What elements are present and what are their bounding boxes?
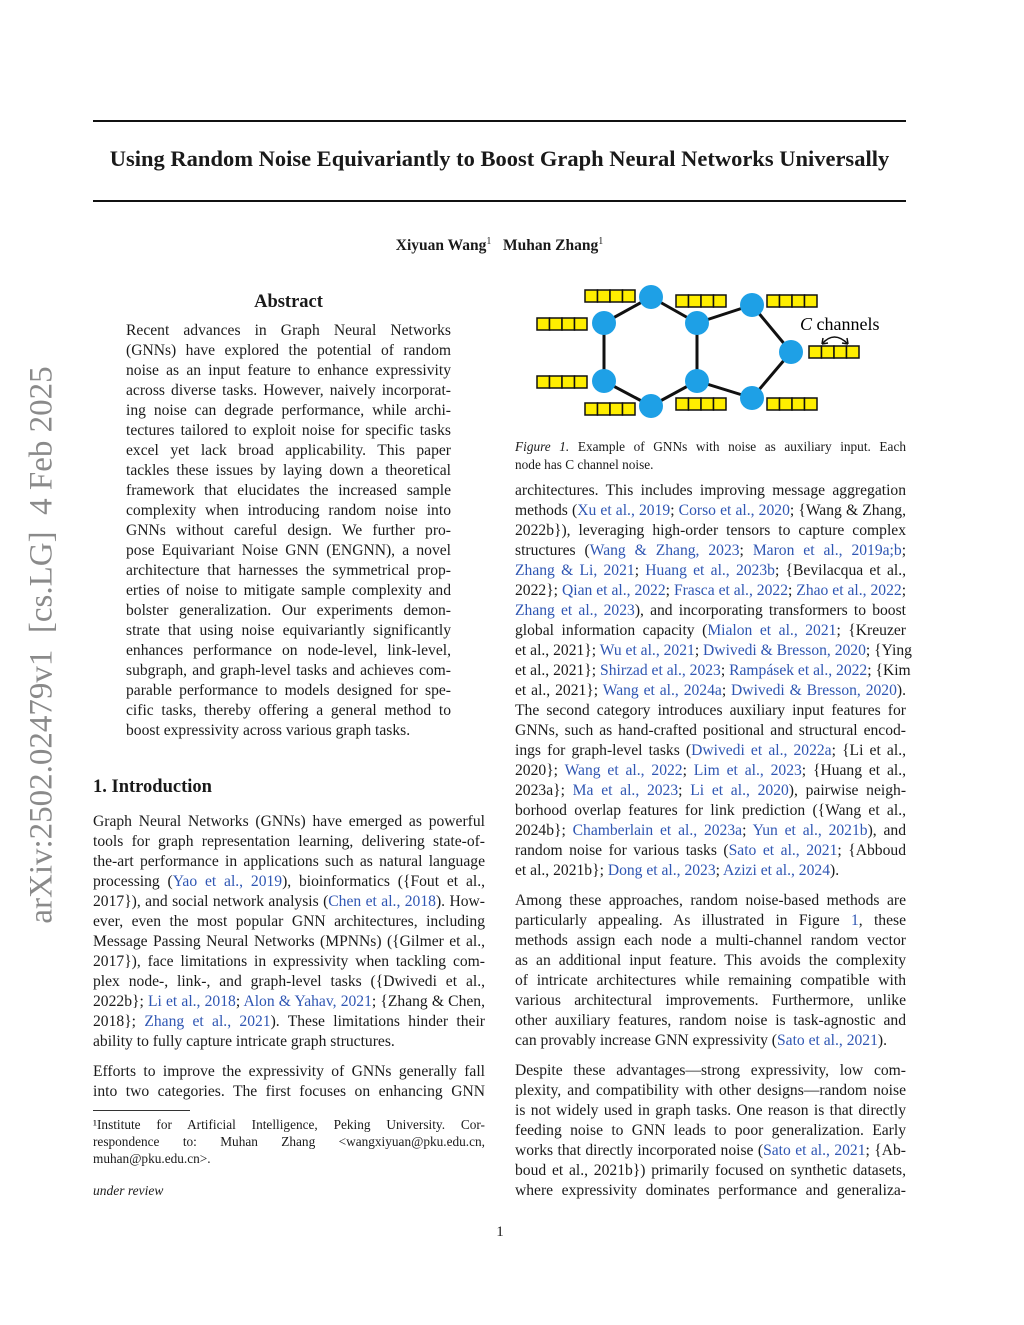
text-span: ; (678, 782, 691, 799)
text-line (126, 401, 451, 421)
text-span: 2022b}), leveraging high-order tensors to capture complex (515, 522, 906, 539)
noise-channel (834, 346, 847, 358)
text-line (515, 911, 906, 931)
text-line (515, 761, 906, 781)
footnote (93, 1116, 485, 1167)
text-span: et al., 2021}; (515, 662, 601, 679)
graph-node (740, 293, 764, 317)
text-span: ; (742, 822, 753, 839)
noise-channel (809, 346, 822, 358)
noise-vector (676, 398, 726, 410)
text-span: (GNNs) have explored the potential of random (126, 342, 451, 359)
text-line (515, 861, 906, 881)
affiliation-mark: 1 (598, 236, 604, 247)
noise-channel (780, 295, 793, 307)
text-span: respondence to: Muhan Zhang <wangxiyuan@pku.edu.cn, (93, 1134, 485, 1149)
citation-link[interactable]: Dwivedi & Bresson, 2020 (731, 682, 897, 699)
text-span: ; (901, 582, 907, 599)
text-line (126, 481, 451, 501)
text-span: other auxiliary features, random noise is task-agnostic and (515, 1012, 906, 1029)
text-span: GNNs without careful design. We further pro- (126, 522, 451, 539)
text-span: ings for graph-level tasks ( (515, 742, 692, 759)
noise-channel (676, 295, 689, 307)
text-span: structures ( (515, 542, 590, 559)
title-bottom-rule (93, 200, 906, 202)
citation-link[interactable]: Azizi et al., 2024 (723, 862, 830, 879)
text-span: ¹Institute for Artificial Intelligence, Peking University. Cor- (93, 1117, 485, 1132)
text-span: particularly appealing. As illustrated in Figure (515, 912, 851, 929)
text-span: ; (694, 642, 704, 659)
text-line (126, 661, 451, 681)
text-span: ). (877, 1032, 887, 1049)
text-span: ; {Abboud (837, 842, 906, 859)
text-span: node has C channel noise. (515, 457, 654, 472)
text-span: 2023a}; (515, 782, 573, 799)
citation-link[interactable]: Xu et al., 2019 (577, 502, 671, 519)
text-span: tools for graph representation learning, delivering state-of- (93, 833, 485, 850)
noise-channel (689, 295, 702, 307)
noise-channel (847, 346, 860, 358)
text-span: processing ( (93, 873, 173, 890)
text-span: is not widely used in graph tasks. One reason is that directly (515, 1102, 906, 1119)
text-line (515, 1031, 906, 1051)
citation-link[interactable]: Wu et al., 2021 (599, 642, 695, 659)
noise-channel (792, 398, 805, 410)
citation-link[interactable]: Wang et al., 2024a (602, 682, 722, 699)
text-span: strate that using noise equivariantly significantly (126, 622, 451, 639)
text-span: borhood overlap features for link prediction ({Wang et al., (515, 802, 906, 819)
text-line (126, 421, 451, 441)
citation-link[interactable]: Yao et al., 2019 (172, 873, 283, 890)
graph-node (740, 386, 764, 410)
text-span: tackles these issues by laying down a theoretical (126, 462, 451, 479)
text-span: methods assign each node a multi-channel random vector (515, 932, 906, 949)
citation-link[interactable]: Ma et al., 2023 (572, 782, 679, 799)
text-span: the-art performance in applications such as natural language (93, 853, 485, 870)
text-span: boud et al., 2021b}) primarily focused on synthetic datasets, (515, 1162, 906, 1179)
text-span: ever, even the most popular GNN architectures, including (93, 913, 485, 930)
text-span: ; {Wang & Zhang, (789, 502, 906, 519)
text-span: Efforts to improve the expressivity of GNNs generally fall (93, 1063, 485, 1080)
noise-channel (714, 398, 727, 410)
citation-link[interactable]: Sato et al., 2021 (763, 1142, 866, 1159)
noise-vector (767, 398, 817, 410)
noise-channel (598, 403, 611, 415)
graph-node (592, 311, 616, 335)
under-review-note: under review (93, 1183, 164, 1198)
citation-link[interactable]: Frasca et al., 2022 (673, 582, 788, 599)
citation-link[interactable]: Lim et al., 2023 (693, 762, 802, 779)
text-span: excel yet lack broad applicability. This paper (126, 442, 451, 459)
text-line (126, 541, 451, 561)
text-span: methods ( (515, 502, 578, 519)
text-span: ; (682, 762, 694, 779)
text-span: ; {Zhang & Chen, (371, 993, 485, 1010)
noise-channel (537, 318, 550, 330)
noise-channel (585, 403, 598, 415)
text-line (515, 951, 906, 971)
text-span: plexity, and compatibility with other designs—random noise (515, 1082, 906, 1099)
text-span: ), pairwise neigh- (788, 782, 907, 799)
text-line (126, 321, 451, 341)
text-line (126, 561, 451, 581)
text-line (515, 561, 906, 581)
citation-link[interactable]: Zhang & Li, 2021 (515, 562, 635, 579)
text-line (515, 701, 906, 721)
noise-vector (585, 403, 635, 415)
text-line (515, 438, 906, 456)
text-line (515, 1161, 906, 1181)
text-span: ; {Ying (865, 642, 912, 659)
citation-link[interactable]: Dwivedi et al., 2022a (691, 742, 832, 759)
text-line (515, 1121, 906, 1141)
citation-link[interactable]: 1 (850, 912, 859, 929)
noise-channel (805, 295, 818, 307)
text-line (515, 1011, 906, 1031)
noise-channel (689, 398, 702, 410)
citation-link[interactable]: Li et al., 2018 (147, 993, 236, 1010)
text-span: architecture that harnesses the symmetrical prop- (126, 562, 451, 579)
noise-channel (767, 398, 780, 410)
text-line (515, 521, 906, 541)
text-line (515, 661, 911, 681)
text-line (515, 931, 906, 951)
text-span: 2022}; (515, 582, 562, 599)
text-span: et al., 2021b}; (515, 862, 608, 879)
noise-vector (537, 376, 587, 388)
abstract-body (126, 321, 451, 741)
noise-channel (701, 295, 714, 307)
text-span: ; (788, 582, 797, 599)
text-span: Among these approaches, random noise-based methods are (515, 892, 906, 909)
text-line (515, 721, 906, 741)
author-name: Xiyuan Wang (395, 237, 487, 255)
text-line (515, 1101, 906, 1121)
text-span: , these (858, 912, 906, 929)
text-span: 2017}), face limitations in expressivity when tackling com- (93, 953, 485, 970)
text-span: 2024b}; (515, 822, 573, 839)
text-span: ). (830, 862, 840, 879)
body-paragraph (515, 891, 906, 1051)
text-span: ; (720, 662, 730, 679)
noise-channel (598, 290, 611, 302)
text-span: ; {Huang et al., (801, 762, 907, 779)
text-line (515, 1181, 906, 1201)
citation-link[interactable]: Wang & Zhang, 2023 (589, 542, 740, 559)
text-span: ability to fully capture intricate graph structures. (93, 1033, 395, 1050)
text-line (93, 832, 485, 852)
text-span: Despite these advantages—strong expressivity, low com- (515, 1062, 906, 1079)
text-line (93, 992, 485, 1012)
text-span: 2017}), and social network analysis ( (93, 893, 329, 910)
text-line (126, 501, 451, 521)
text-span: across diverse tasks. However, naively incorporat- (126, 382, 451, 399)
noise-channel (550, 318, 563, 330)
graph-node (779, 340, 803, 364)
citation-link[interactable]: Sato et al., 2021 (728, 842, 838, 859)
text-line (93, 952, 485, 972)
text-line (93, 912, 485, 932)
citation-link[interactable]: Li et al., 2020 (690, 782, 789, 799)
text-span: cific tasks, thereby offering a general method to (126, 702, 451, 719)
text-line (126, 641, 451, 661)
text-span: 2022b}; (93, 993, 148, 1010)
citation-link[interactable]: Qian et al., 2022 (561, 582, 666, 599)
text-span: 2018}; (93, 1013, 145, 1030)
text-span: et al., 2021}; (515, 642, 600, 659)
footnote-rule (93, 1110, 190, 1111)
text-line (515, 841, 906, 861)
intro-paragraph (93, 812, 485, 1052)
page-number: 1 (496, 1224, 504, 1240)
text-span: ; (721, 682, 732, 699)
text-line (126, 381, 451, 401)
text-span: ; {Ab- (865, 1142, 906, 1159)
text-span: complexity when introducing random noise into (126, 502, 451, 519)
noise-channel (575, 376, 588, 388)
text-line (515, 1061, 906, 1081)
text-line (515, 1081, 906, 1101)
noise-channel (676, 398, 689, 410)
text-span: various architectural improvements. Furthermore, unlike (515, 992, 906, 1009)
noise-vector (809, 346, 859, 358)
noise-channel (585, 290, 598, 302)
text-span: ; {Kreuzer (836, 622, 906, 639)
text-line (93, 1133, 485, 1150)
text-line (515, 541, 906, 561)
text-span: muhan@pku.edu.cn>. (93, 1151, 211, 1166)
text-line (93, 812, 485, 832)
noise-channel (623, 403, 636, 415)
noise-channel (562, 376, 575, 388)
figure-gnn-noise (530, 280, 880, 420)
figure-label: Figure 1. (515, 439, 570, 454)
citation-link[interactable]: Huang et al., 2023b (645, 562, 775, 579)
text-span: where expressivity dominates performance and generaliza- (515, 1182, 906, 1199)
text-span: ), and incorporating transformers to boost (634, 602, 906, 619)
citation-link[interactable]: Chen et al., 2018 (328, 893, 436, 910)
text-line (515, 1141, 906, 1161)
citation-link[interactable]: Chamberlain et al., 2023a (572, 822, 743, 839)
body-paragraph (515, 1061, 906, 1201)
text-span: parable performance to models designed for spe- (126, 682, 451, 699)
text-span: GNNs, such as hand-crafted positional and structural encod- (515, 722, 906, 739)
noise-channel (623, 290, 636, 302)
text-line (93, 1116, 485, 1133)
text-span: Figure 1. Example of GNNs with noise as auxiliary input. Each (515, 439, 906, 454)
text-span: et al., 2021}; (515, 682, 603, 699)
text-span: ; (901, 542, 907, 559)
text-span: ). (896, 682, 906, 699)
arxiv-identifier-stamp: arXiv:2502.02479v1 [cs.LG] 4 Feb 2025 (23, 366, 60, 924)
noise-channel (537, 376, 550, 388)
text-line (93, 1032, 485, 1052)
text-line (126, 581, 451, 601)
text-span: works that directly incorporated noise ( (515, 1142, 764, 1159)
text-span: noise as an input feature to enhance expressivity (126, 362, 451, 379)
figure-caption (515, 438, 906, 474)
body-paragraph (515, 481, 912, 881)
text-line (126, 361, 451, 381)
graph-node (639, 394, 663, 418)
citation-link[interactable]: Zhang et al., 2023 (515, 602, 635, 619)
noise-channel (714, 295, 727, 307)
title-top-rule (93, 120, 906, 122)
citation-link[interactable]: Mialon et al., 2021 (707, 622, 837, 639)
author-list (93, 236, 906, 255)
citation-link[interactable]: Rampásek et al., 2022 (729, 662, 868, 679)
noise-vector (537, 318, 587, 330)
text-line (515, 501, 906, 521)
noise-vector (767, 295, 817, 307)
text-span: erties of noise to mitigate sample complexity and (126, 582, 451, 599)
text-span: Graph Neural Networks (GNNs) have emerged as powerful (93, 813, 485, 830)
text-line (126, 441, 451, 461)
noise-channel (550, 376, 563, 388)
text-line (515, 971, 906, 991)
text-line (126, 341, 451, 361)
text-line (93, 1012, 485, 1032)
citation-link[interactable]: Alon & Yahav, 2021 (243, 993, 372, 1010)
noise-channel (780, 398, 793, 410)
citation-link[interactable]: Dwivedi & Bresson, 2020 (703, 642, 866, 659)
text-span: The second category introduces auxiliary input features for (515, 702, 906, 719)
text-line (515, 891, 906, 911)
text-span: ), and (867, 822, 907, 839)
text-span: feeding noise to GNN leads to poor generalization. Early (515, 1122, 906, 1139)
graph-node (685, 311, 709, 335)
text-span: tectures tailored to exploit noise for specific tasks (126, 422, 451, 439)
text-line (126, 521, 451, 541)
citation-link[interactable]: Maron et al., 2019a;b (752, 542, 902, 559)
text-span: ing noise can degrade performance, while archi- (126, 402, 451, 419)
text-span: framework that elucidates the increased sample (126, 482, 451, 499)
text-span: ; (670, 502, 679, 519)
noise-channel (610, 290, 623, 302)
text-span: ; (634, 562, 646, 579)
text-line (126, 601, 451, 621)
text-span: ), bioinformatics ({Fout et al., (282, 873, 485, 890)
text-line (515, 621, 906, 641)
text-line (515, 681, 906, 701)
noise-channel (792, 295, 805, 307)
text-span: boost expressivity across various graph tasks. (126, 722, 411, 739)
text-span: into two categories. The first focuses on enhancing GNN (93, 1083, 485, 1100)
text-span: of intricate architectures while remaining compatible with (515, 972, 906, 989)
text-line (93, 852, 485, 872)
text-span: enhances performance on node-level, link-level, (126, 642, 451, 659)
text-span: as an additional input feature. This avoids the complexity (515, 952, 906, 969)
noise-channel (575, 318, 588, 330)
text-line (93, 1062, 485, 1082)
text-line (93, 972, 485, 992)
graph-node (639, 285, 663, 309)
text-line (515, 741, 906, 761)
noise-channel (562, 318, 575, 330)
citation-link[interactable]: Sato et al., 2021 (776, 1032, 878, 1049)
citation-link[interactable]: Dong et al., 2023 (607, 862, 716, 879)
text-line (515, 801, 906, 821)
citation-link[interactable]: Yun et al., 2021b (752, 822, 868, 839)
text-line (515, 601, 906, 621)
text-span: random noise for various tasks ( (515, 842, 729, 859)
text-span: can provably increase GNN expressivity ( (515, 1032, 777, 1049)
text-line (126, 461, 451, 481)
citation-link[interactable]: Shirzad et al., 2023 (600, 662, 721, 679)
noise-channel (822, 346, 835, 358)
noise-vector (585, 290, 635, 302)
text-span: global information capacity ( (515, 622, 708, 639)
text-line (515, 641, 912, 661)
text-span: ; {Kim (867, 662, 911, 679)
text-span: ; {Bevilacqua et al., (774, 562, 906, 579)
text-span: ; (715, 862, 724, 879)
text-line (126, 721, 451, 741)
text-line (515, 581, 906, 601)
intro-paragraph (93, 1062, 485, 1102)
text-span: architectures. This includes improving message aggregation (515, 482, 906, 499)
text-span: ; (235, 993, 244, 1010)
text-line (93, 1150, 485, 1167)
text-line (93, 932, 485, 952)
noise-channel (701, 398, 714, 410)
citation-link[interactable]: Zhang et al., 2021 (144, 1013, 271, 1030)
text-span: ). How- (435, 893, 485, 910)
paper-title: Using Random Noise Equivariantly to Boost Graph Neural Networks Universally (109, 146, 890, 171)
text-line (515, 781, 906, 801)
graph-node (592, 369, 616, 393)
graph-node (685, 369, 709, 393)
text-span: ; {Li et al., (831, 742, 906, 759)
noise-vector (676, 295, 726, 307)
noise-channel (805, 398, 818, 410)
text-span: ). These limitations hinder their (270, 1013, 485, 1030)
citation-link[interactable]: Zhao et al., 2022 (796, 582, 902, 599)
text-span: ; (739, 542, 753, 559)
text-span: bolster generalization. Our experiments demon- (126, 602, 451, 619)
text-line (126, 701, 451, 721)
text-line (515, 821, 906, 841)
text-span: Message Passing Neural Networks (MPNNs) ({Gilmer et al., (93, 933, 485, 950)
text-span: plex node-, link-, and graph-level tasks ({Dwivedi et al., (93, 973, 485, 990)
noise-channel (610, 403, 623, 415)
citation-link[interactable]: Wang et al., 2022 (564, 762, 683, 779)
text-span: Recent advances in Graph Neural Networks (126, 322, 451, 339)
section-heading-introduction: 1. Introduction (93, 777, 212, 797)
text-span: subgraph, and graph-level tasks and achieves com- (126, 662, 451, 679)
text-span: pose Equivariant Noise GNN (ENGNN), a novel (126, 542, 451, 559)
text-line (515, 991, 906, 1011)
text-line (126, 681, 451, 701)
text-span: 2020}; (515, 762, 565, 779)
text-line (515, 456, 906, 474)
text-line (93, 872, 485, 892)
noise-channel (767, 295, 780, 307)
citation-link[interactable]: Corso et al., 2020 (678, 502, 790, 519)
abstract-heading: Abstract (254, 292, 323, 312)
text-line (515, 481, 906, 501)
text-line (126, 621, 451, 641)
author-name: Muhan Zhang (503, 237, 599, 255)
affiliation-mark: 1 (486, 236, 492, 247)
text-line (93, 892, 485, 912)
text-line (93, 1082, 485, 1102)
text-span: ; (665, 582, 674, 599)
channels-label: C channels (800, 314, 880, 334)
